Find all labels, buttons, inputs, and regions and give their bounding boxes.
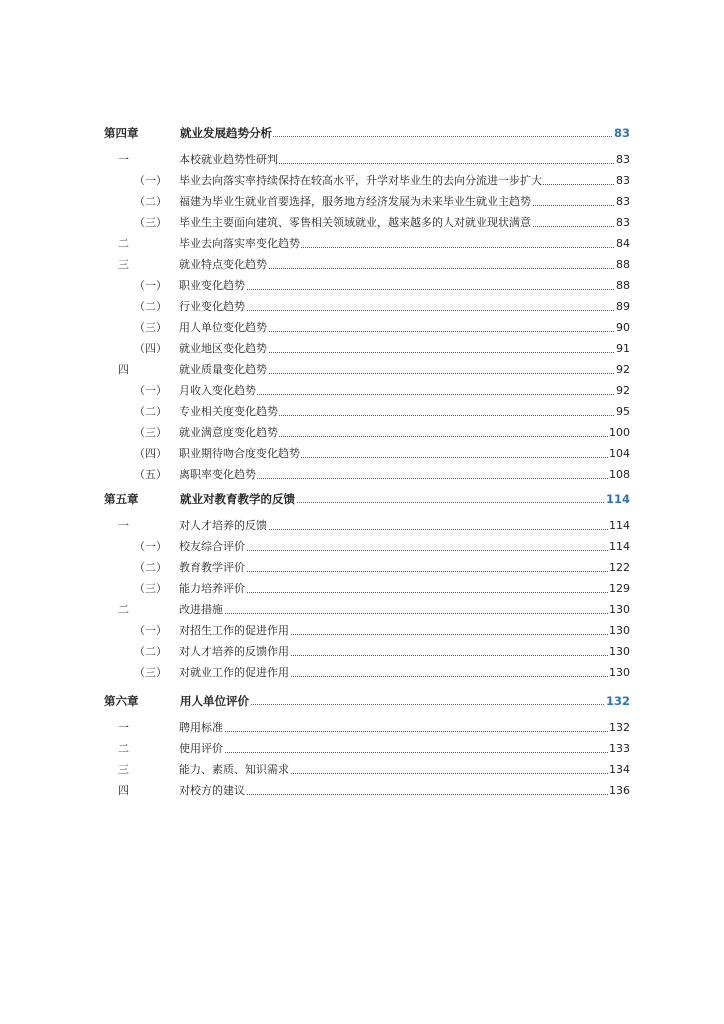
toc-subsection-entry[interactable]: [0, 466, 724, 484]
toc-entry-number: （二）: [134, 300, 167, 313]
toc-entry-number: 一: [118, 519, 129, 532]
toc-chapter-entry[interactable]: [0, 490, 724, 508]
toc-entry-title: 本校就业趋势性研判: [179, 151, 279, 169]
toc-entry-title: 对人才培养的反馈作用: [179, 643, 290, 661]
toc-entry-title: 职业期待吻合度变化趋势: [179, 445, 301, 463]
toc-entry-title: 就业质量变化趋势: [179, 361, 268, 379]
toc-entry-number: 三: [118, 258, 129, 271]
toc-page-number: 88: [615, 256, 630, 274]
toc-entry-title: 毕业去向落实率持续保持在较高水平，升学对毕业生的去向分流进一步扩大: [179, 172, 543, 190]
toc-entry-title: 就业对教育教学的反馈: [180, 492, 295, 506]
toc-entry-number: 四: [118, 363, 129, 376]
toc-page-number: 83: [615, 214, 630, 232]
toc-page-number: 129: [608, 580, 630, 598]
toc-section-entry[interactable]: [0, 151, 724, 169]
toc-subsection-entry[interactable]: [0, 424, 724, 442]
toc-subsection-entry[interactable]: [0, 277, 724, 295]
toc-page-number: 92: [615, 361, 630, 379]
toc-entry-title: 能力、素质、知识需求: [179, 761, 290, 779]
toc-section-entry[interactable]: [0, 517, 724, 535]
toc-page-number: 104: [608, 445, 630, 463]
toc-entry-number: 二: [118, 742, 129, 755]
toc-entry-title: 能力培养评价: [179, 580, 246, 598]
toc-page-number: 114: [605, 492, 630, 506]
toc-page-number: 83: [613, 126, 630, 140]
toc-subsection-entry[interactable]: [0, 172, 724, 190]
toc-page-number: 130: [608, 601, 630, 619]
toc-section-entry[interactable]: [0, 235, 724, 253]
toc-entry-title: 对就业工作的促进作用: [179, 664, 290, 682]
toc-entry-number: 二: [118, 603, 129, 616]
toc-page-number: 122: [608, 559, 630, 577]
toc-entry-title: 就业满意度变化趋势: [179, 424, 279, 442]
toc-entry-title: 用人单位评价: [180, 694, 249, 708]
toc-entry-title: 对招生工作的促进作用: [179, 622, 290, 640]
toc-subsection-entry[interactable]: [0, 319, 724, 337]
toc-entry-number: （一）: [134, 279, 167, 292]
toc-entry-title: 聘用标准: [179, 719, 224, 737]
toc-entry-number: （二）: [134, 405, 167, 418]
toc-entry-title: 毕业生主要面向建筑、零售相关领域就业，越来越多的人对就业现状满意: [179, 214, 532, 232]
toc-entry-number: （四）: [134, 447, 167, 460]
toc-entry-title: 就业发展趋势分析: [180, 126, 272, 140]
toc-entry-title: 对校方的建议: [179, 782, 246, 800]
toc-entry-title: 月收入变化趋势: [179, 382, 257, 400]
toc-page-number: 92: [615, 382, 630, 400]
toc-entry-number: 三: [118, 763, 129, 776]
toc-entry-number: （二）: [134, 561, 167, 574]
toc-entry-title: 使用评价: [179, 740, 224, 758]
toc-page-number: 83: [615, 151, 630, 169]
toc-entry-number: （五）: [134, 468, 167, 481]
toc-entry-title: 校友综合评价: [179, 538, 246, 556]
toc-entry-title: 用人单位变化趋势: [179, 319, 268, 337]
toc-section-entry[interactable]: [0, 740, 724, 758]
toc-page-number: 100: [608, 424, 630, 442]
toc-subsection-entry[interactable]: [0, 193, 724, 211]
toc-entry-number: （一）: [134, 384, 167, 397]
toc-page-number: 133: [608, 740, 630, 758]
toc-entry-number: （三）: [134, 216, 167, 229]
toc-subsection-entry[interactable]: [0, 643, 724, 661]
toc-page-number: 83: [615, 193, 630, 211]
toc-page-number: 130: [608, 622, 630, 640]
toc-entry-title: 教育教学评价: [179, 559, 246, 577]
toc-page-number: 114: [608, 517, 630, 535]
toc-entry-number: （三）: [134, 426, 167, 439]
toc-page-number: 89: [615, 298, 630, 316]
toc-page-number: 134: [608, 761, 630, 779]
toc-page-number: 132: [608, 719, 630, 737]
toc-entry-number: （二）: [134, 195, 167, 208]
toc-entry-title: 毕业去向落实率变化趋势: [179, 235, 301, 253]
toc-entry-number: （一）: [134, 540, 167, 553]
toc-page-number: 114: [608, 538, 630, 556]
toc-chapter-entry[interactable]: [0, 124, 724, 142]
toc-entry-title: 离职率变化趋势: [179, 466, 257, 484]
toc-section-entry[interactable]: [0, 761, 724, 779]
toc-subsection-entry[interactable]: [0, 298, 724, 316]
toc-entry-title: 就业地区变化趋势: [179, 340, 268, 358]
toc-entry-number: 二: [118, 237, 129, 250]
toc-section-entry[interactable]: [0, 719, 724, 737]
toc-subsection-entry[interactable]: [0, 664, 724, 682]
toc-section-entry[interactable]: [0, 601, 724, 619]
toc-section-entry[interactable]: [0, 256, 724, 274]
toc-page-number: 83: [615, 172, 630, 190]
toc-entry-number: 四: [118, 784, 129, 797]
toc-entry-number: （一）: [134, 624, 167, 637]
toc-entry-number: （三）: [134, 321, 167, 334]
toc-chapter-entry[interactable]: [0, 692, 724, 710]
toc-entry-number: 一: [118, 721, 129, 734]
toc-entry-number: （二）: [134, 645, 167, 658]
toc-page-number: 84: [615, 235, 630, 253]
toc-entry-title: 改进措施: [179, 601, 224, 619]
toc-subsection-entry[interactable]: [0, 403, 724, 421]
toc-dot-leader: [179, 731, 616, 732]
toc-section-entry[interactable]: [0, 361, 724, 379]
toc-page-number: 91: [615, 340, 630, 358]
toc-subsection-entry[interactable]: [0, 580, 724, 598]
toc-entry-number: 第五章: [104, 492, 139, 506]
toc-subsection-entry[interactable]: [0, 538, 724, 556]
toc-subsection-entry[interactable]: [0, 382, 724, 400]
toc-dot-leader: [179, 613, 616, 614]
toc-subsection-entry[interactable]: [0, 445, 724, 463]
toc-entry-title: 就业特点变化趋势: [179, 256, 268, 274]
toc-page-number: 90: [615, 319, 630, 337]
toc-entry-number: （三）: [134, 666, 167, 679]
toc-page-number: 88: [615, 277, 630, 295]
toc-subsection-entry[interactable]: [0, 622, 724, 640]
toc-entry-number: 第四章: [104, 126, 139, 140]
toc-subsection-entry[interactable]: [0, 340, 724, 358]
toc-page-number: 130: [608, 643, 630, 661]
toc-section-entry[interactable]: [0, 782, 724, 800]
toc-entry-title: 专业相关度变化趋势: [179, 403, 279, 421]
toc-entry-title: 行业变化趋势: [179, 298, 246, 316]
toc-page-number: 132: [605, 694, 630, 708]
toc-page-number: 95: [615, 403, 630, 421]
toc-page-number: 130: [608, 664, 630, 682]
toc-entry-number: （一）: [134, 174, 167, 187]
toc-entry-title: 对人才培养的反馈: [179, 517, 268, 535]
toc-subsection-entry[interactable]: [0, 214, 724, 232]
toc-entry-title: 福建为毕业生就业首要选择，服务地方经济发展为未来毕业生就业主趋势: [179, 193, 532, 211]
toc-entry-number: （三）: [134, 582, 167, 595]
toc-page-number: 136: [608, 782, 630, 800]
toc-entry-number: 第六章: [104, 694, 139, 708]
toc-dot-leader: [179, 752, 616, 753]
toc-subsection-entry[interactable]: [0, 559, 724, 577]
toc-entry-number: 一: [118, 153, 129, 166]
toc-entry-number: （四）: [134, 342, 167, 355]
toc-page-number: 108: [608, 466, 630, 484]
toc-entry-title: 职业变化趋势: [179, 277, 246, 295]
